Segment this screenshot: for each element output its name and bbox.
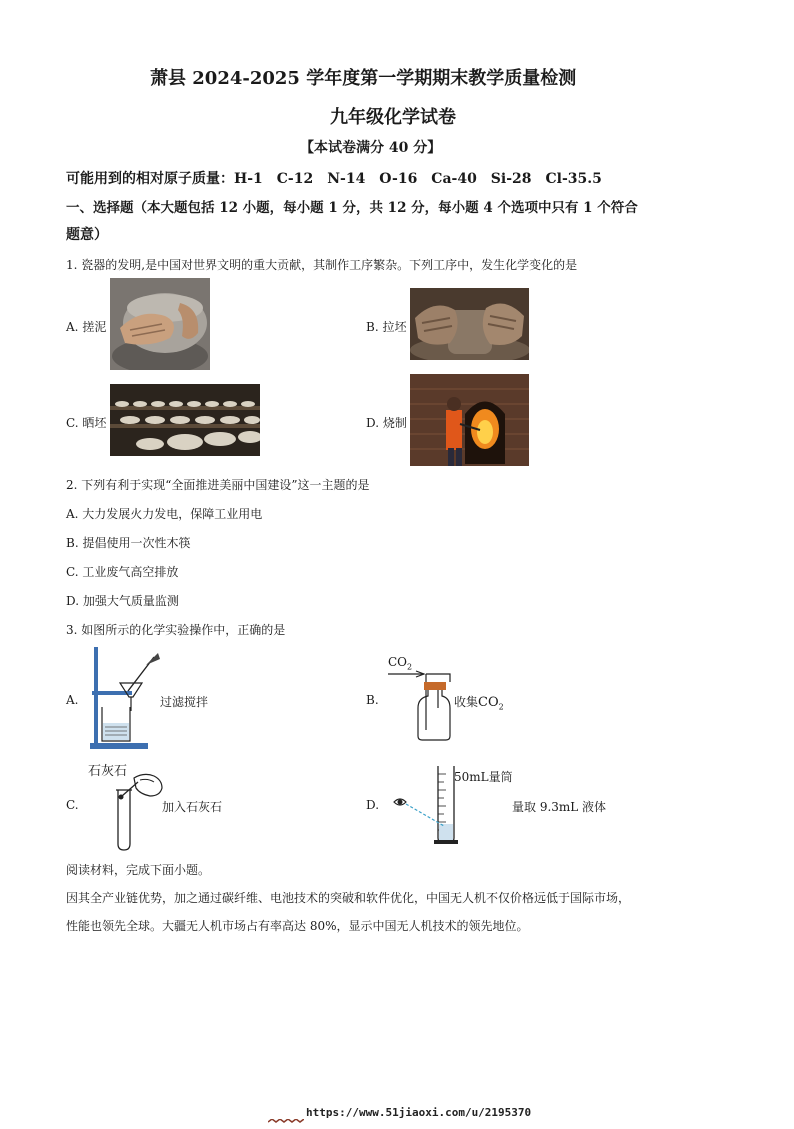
exam-subtitle: 九年级化学试卷 [330,107,456,128]
section-heading-cont: 题意） [66,227,108,243]
q3-option-b-letter: B. [366,693,379,707]
filtration-apparatus-figure [84,645,164,757]
throwing-pottery-photo [410,288,529,360]
q1-option-b [366,318,406,335]
option-letter: D. [366,416,380,430]
kneading-clay-photo [110,278,210,370]
question-3-stem: 3. 如图所示的化学实验操作中，正确的是 [66,623,286,637]
drying-pottery-photo [110,384,260,456]
footer-logo-icon [268,1110,304,1129]
firing-kiln-photo [410,374,529,466]
gas-collection-bottle-figure [386,668,456,746]
q3-option-b-label: 收集$CO_2$ [454,695,504,712]
q3-option-a-label: 过滤搅拌 [160,695,209,709]
q3-option-c-label: 加入石灰石 [162,800,223,814]
graduated-cylinder-eye-figure [386,764,466,850]
exam-title: 萧县 2024-2025 学年度第一学期期末教学质量检测 [150,68,577,89]
q3-option-d-label: 量取 9.3mL 液体 [512,800,607,814]
q3-option-a-letter: A. [66,693,79,707]
option-text: 晒坯 [82,416,107,430]
option-text: 搓泥 [82,320,107,334]
cylinder-figure-label: 50mL量筒 [454,770,513,784]
q2-option-d: D. 加强大气质量监测 [66,594,179,608]
option-letter: C. [66,416,79,430]
q1-option-d [366,414,407,431]
option-letter: A. [66,320,79,334]
reading-paragraph-line-1: 因其全产业链优势，加之通过碳纤维、电池技术的突破和软件优化，中国无人机不仅价格远低于国际市场， [66,891,631,905]
q3-option-c-letter: C. [66,798,79,812]
option-letter: B. [366,320,379,334]
option-text: 拉坯 [382,320,407,334]
q1-option-a [66,318,106,335]
q2-option-b: B. 提倡使用一次性木筷 [66,536,191,550]
q2-option-c: C. 工业废气高空排放 [66,565,179,579]
test-tube-hand-figure [110,770,170,856]
q2-option-a: A. 大力发展火力发电，保障工业用电 [66,507,263,521]
limestone-figure-label: 石灰石 [88,764,128,779]
section-heading: 一、选择题（本大题包括 12 小题，每小题 1 分，共 12 分，每小题 4 个选项中只有 1 个符合 [66,200,638,216]
atomic-mass-line: 可能用到的相对原子质量：H-1 C-12 N-14 O-16 Ca-40 Si-28 Cl-35.5 [66,171,602,187]
score-note: 【本试卷满分 40 分】 [300,140,442,156]
question-2-stem: 2. 下列有利于实现“全面推进美丽中国建设”这一主题的是 [66,478,370,492]
co2-inlet-label: $CO_2$ [388,655,413,672]
footer-url-link[interactable]: https://www.51jiaoxi.com/u/2195370 [306,1106,532,1119]
reading-paragraph-line-2: 性能也领先全球。大疆无人机市场占有率高达 80%，显示中国无人机技术的领先地位。 [66,919,529,933]
option-text: 烧制 [382,416,407,430]
q3-option-d-letter: D. [366,798,380,812]
q1-option-c [66,414,106,431]
question-1-stem: 1. 瓷器的发明,是中国对世界文明的重大贡献，其制作工序繁杂。下列工序中，发生化学变化的是 [66,258,578,272]
reading-intro: 阅读材料，完成下面小题。 [66,863,211,877]
